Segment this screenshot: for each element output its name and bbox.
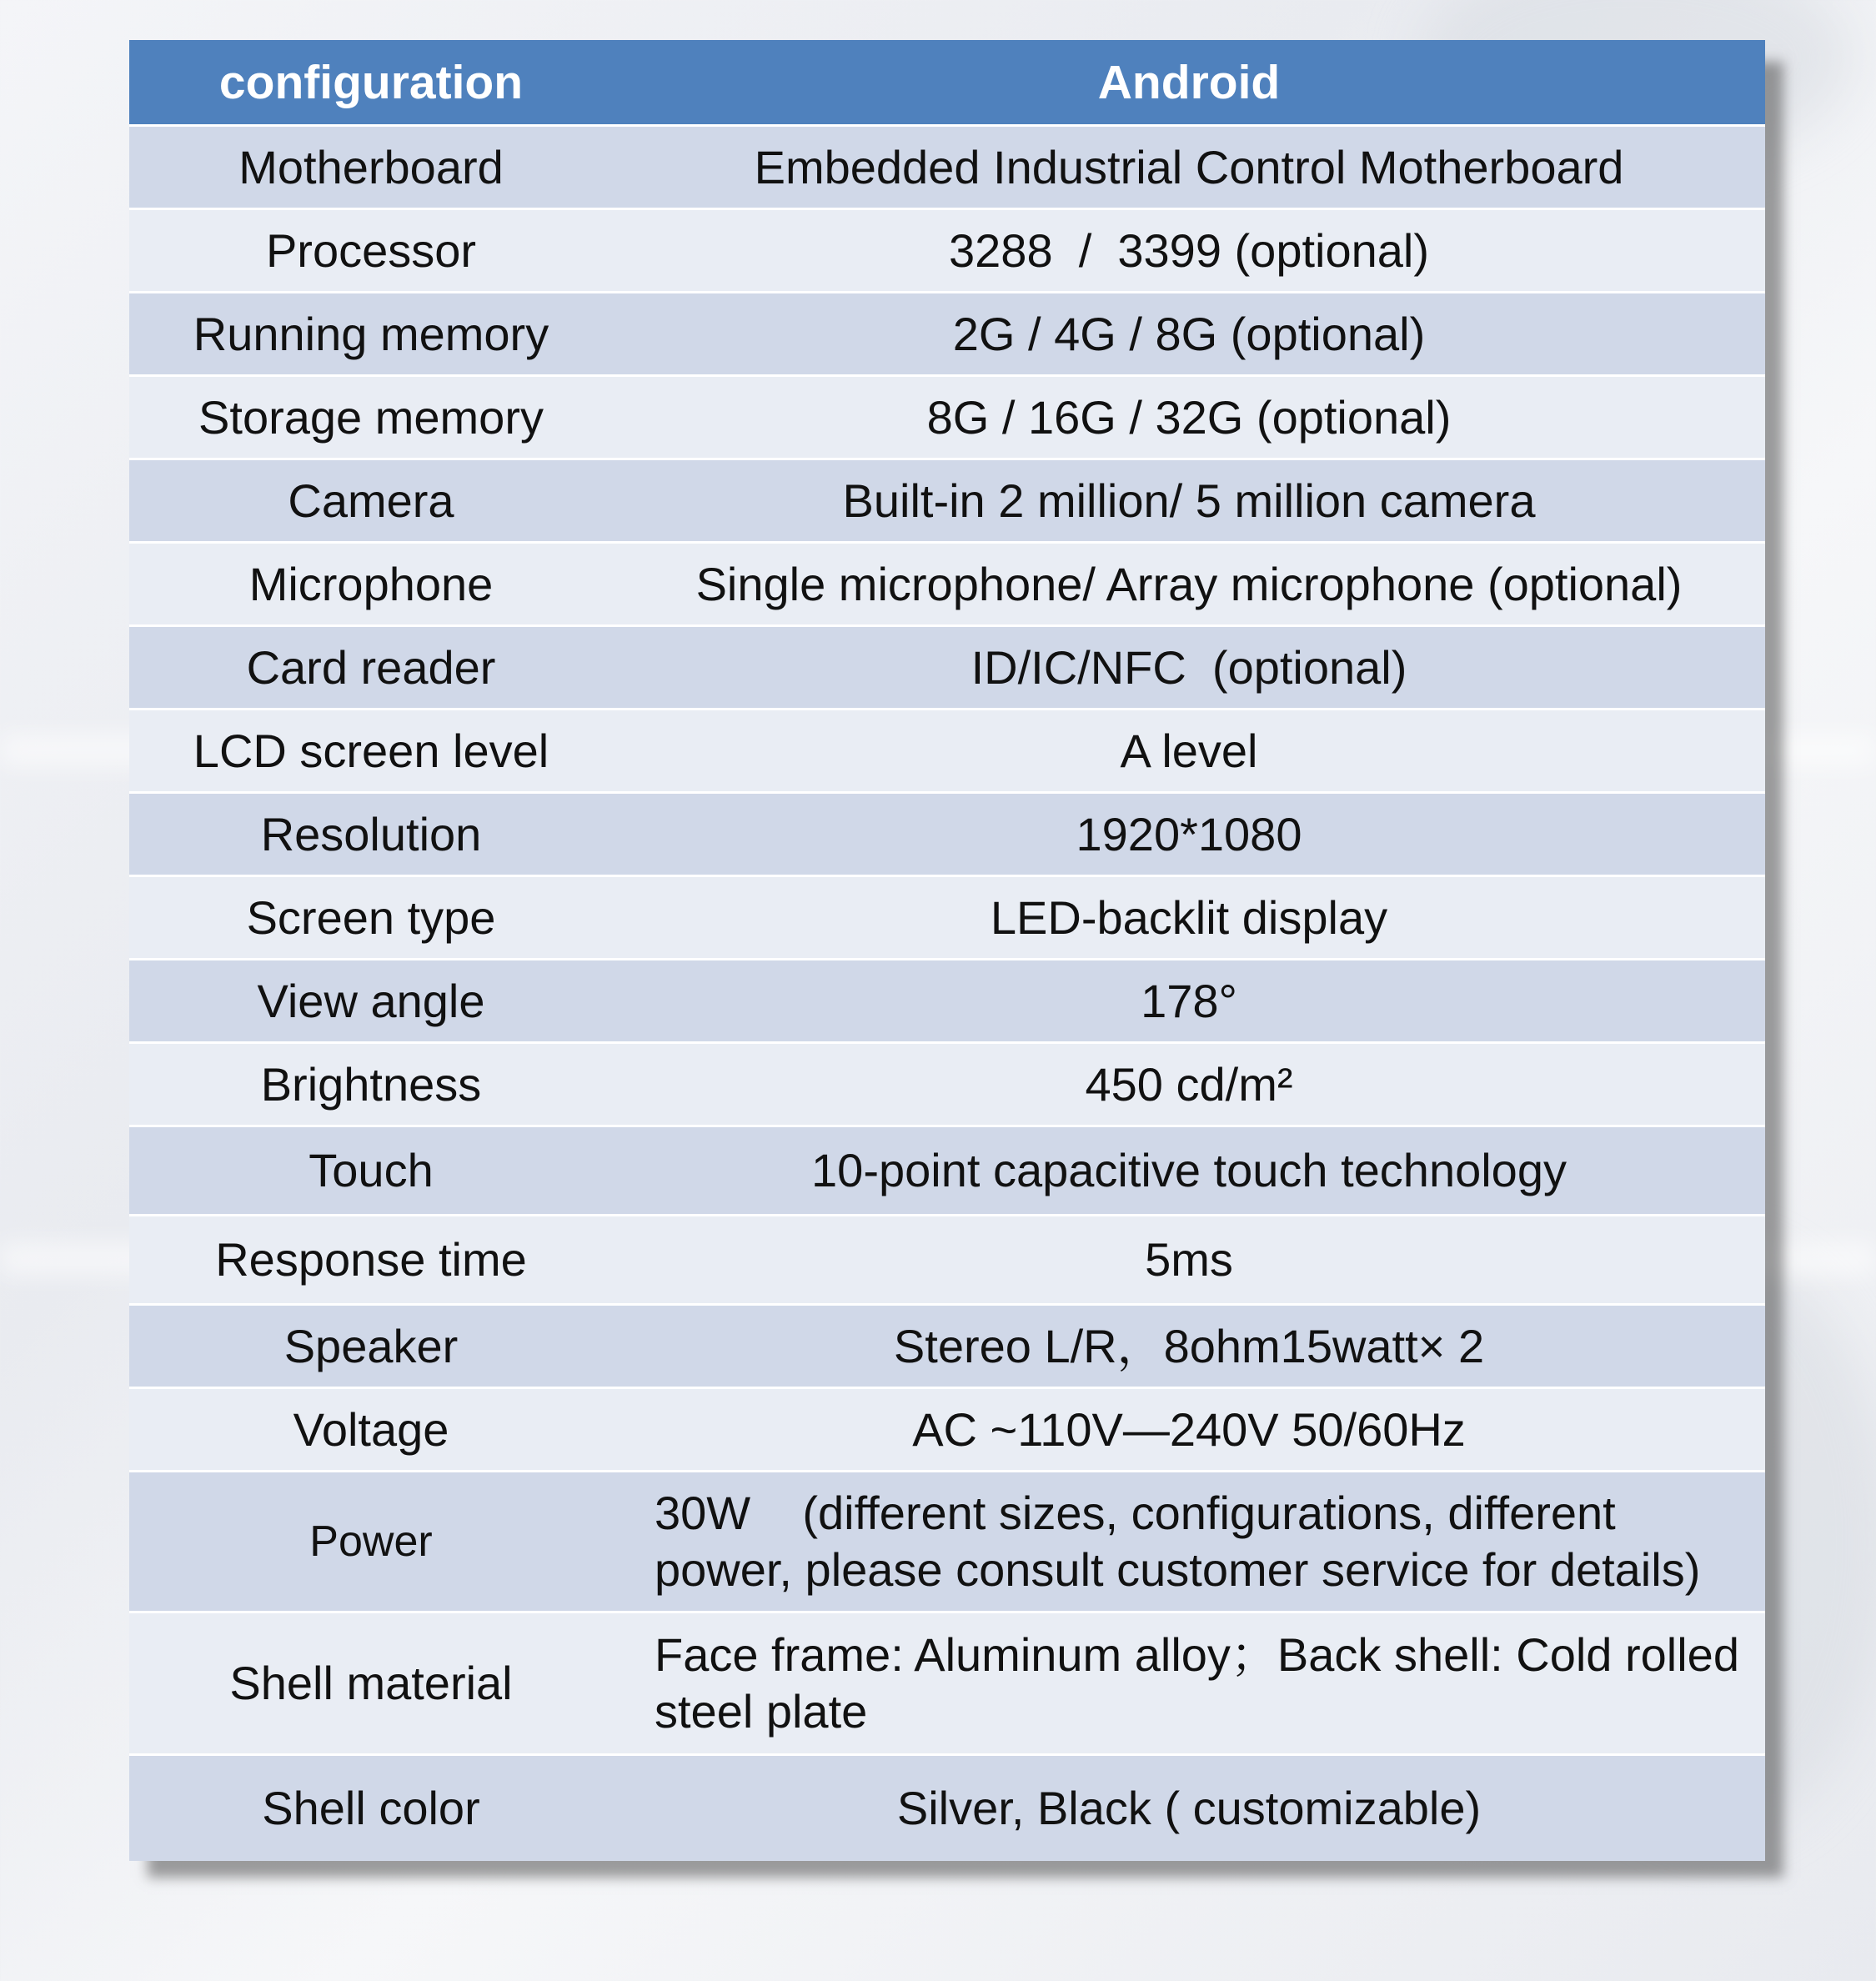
row-label: Shell color (129, 1755, 613, 1862)
row-label: Camera (129, 459, 613, 543)
row-label: Resolution (129, 793, 613, 876)
table-row (129, 209, 1765, 293)
table-row (129, 543, 1765, 626)
table-row (129, 876, 1765, 960)
row-value: Face frame: Aluminum alloy；Back shell: Cold rolled steel plate (613, 1612, 1765, 1755)
row-value: A level (613, 710, 1765, 793)
row-label: Microphone (129, 543, 613, 626)
table-row (129, 1472, 1765, 1612)
row-label: Response time (129, 1216, 613, 1305)
row-value: ID/IC/NFC (optional) (613, 626, 1765, 710)
row-value: 178° (613, 960, 1765, 1043)
spec-sheet-card (129, 40, 1765, 1856)
row-label: Shell material (129, 1612, 613, 1755)
table-row (129, 1755, 1765, 1862)
row-label: Voltage (129, 1388, 613, 1472)
row-label: Speaker (129, 1305, 613, 1388)
row-value: Stereo L/R，8ohm15watt× 2 (613, 1305, 1765, 1388)
table-row (129, 626, 1765, 710)
row-value: 2G / 4G / 8G (optional) (613, 293, 1765, 376)
table-header-row (129, 40, 1765, 126)
row-label: Brightness (129, 1043, 613, 1126)
spec-table (129, 40, 1765, 1861)
row-label: LCD screen level (129, 710, 613, 793)
table-row (129, 459, 1765, 543)
table-row (129, 126, 1765, 209)
row-label: Running memory (129, 293, 613, 376)
row-label: Processor (129, 209, 613, 293)
table-row (129, 1305, 1765, 1388)
row-value: Built-in 2 million/ 5 million camera (613, 459, 1765, 543)
table-row (129, 960, 1765, 1043)
table-row (129, 710, 1765, 793)
header-configuration: configuration (129, 40, 613, 126)
row-label: Screen type (129, 876, 613, 960)
table-row (129, 376, 1765, 459)
table-row (129, 293, 1765, 376)
row-label: Motherboard (129, 126, 613, 209)
header-android: Android (613, 40, 1765, 126)
row-value: Single microphone/ Array microphone (optional) (613, 543, 1765, 626)
row-label: Card reader (129, 626, 613, 710)
row-value: 3288 / 3399 (optional) (613, 209, 1765, 293)
row-value: Silver, Black ( customizable) (613, 1755, 1765, 1862)
row-value: 450 cd/m² (613, 1043, 1765, 1126)
row-value: 1920*1080 (613, 793, 1765, 876)
row-label: View angle (129, 960, 613, 1043)
table-row (129, 1126, 1765, 1216)
row-value: 30W (different sizes, configurations, different power, please consult customer service for details) (613, 1472, 1765, 1612)
row-label: Power (129, 1472, 613, 1612)
table-row (129, 1388, 1765, 1472)
row-value: 8G / 16G / 32G (optional) (613, 376, 1765, 459)
table-row (129, 793, 1765, 876)
row-label: Touch (129, 1126, 613, 1216)
table-row (129, 1612, 1765, 1755)
table-row (129, 1216, 1765, 1305)
table-row (129, 1043, 1765, 1126)
row-value: LED-backlit display (613, 876, 1765, 960)
row-value: AC ~110V—240V 50/60Hz (613, 1388, 1765, 1472)
row-value: 10-point capacitive touch technology (613, 1126, 1765, 1216)
row-value: 5ms (613, 1216, 1765, 1305)
row-value: Embedded Industrial Control Motherboard (613, 126, 1765, 209)
row-label: Storage memory (129, 376, 613, 459)
